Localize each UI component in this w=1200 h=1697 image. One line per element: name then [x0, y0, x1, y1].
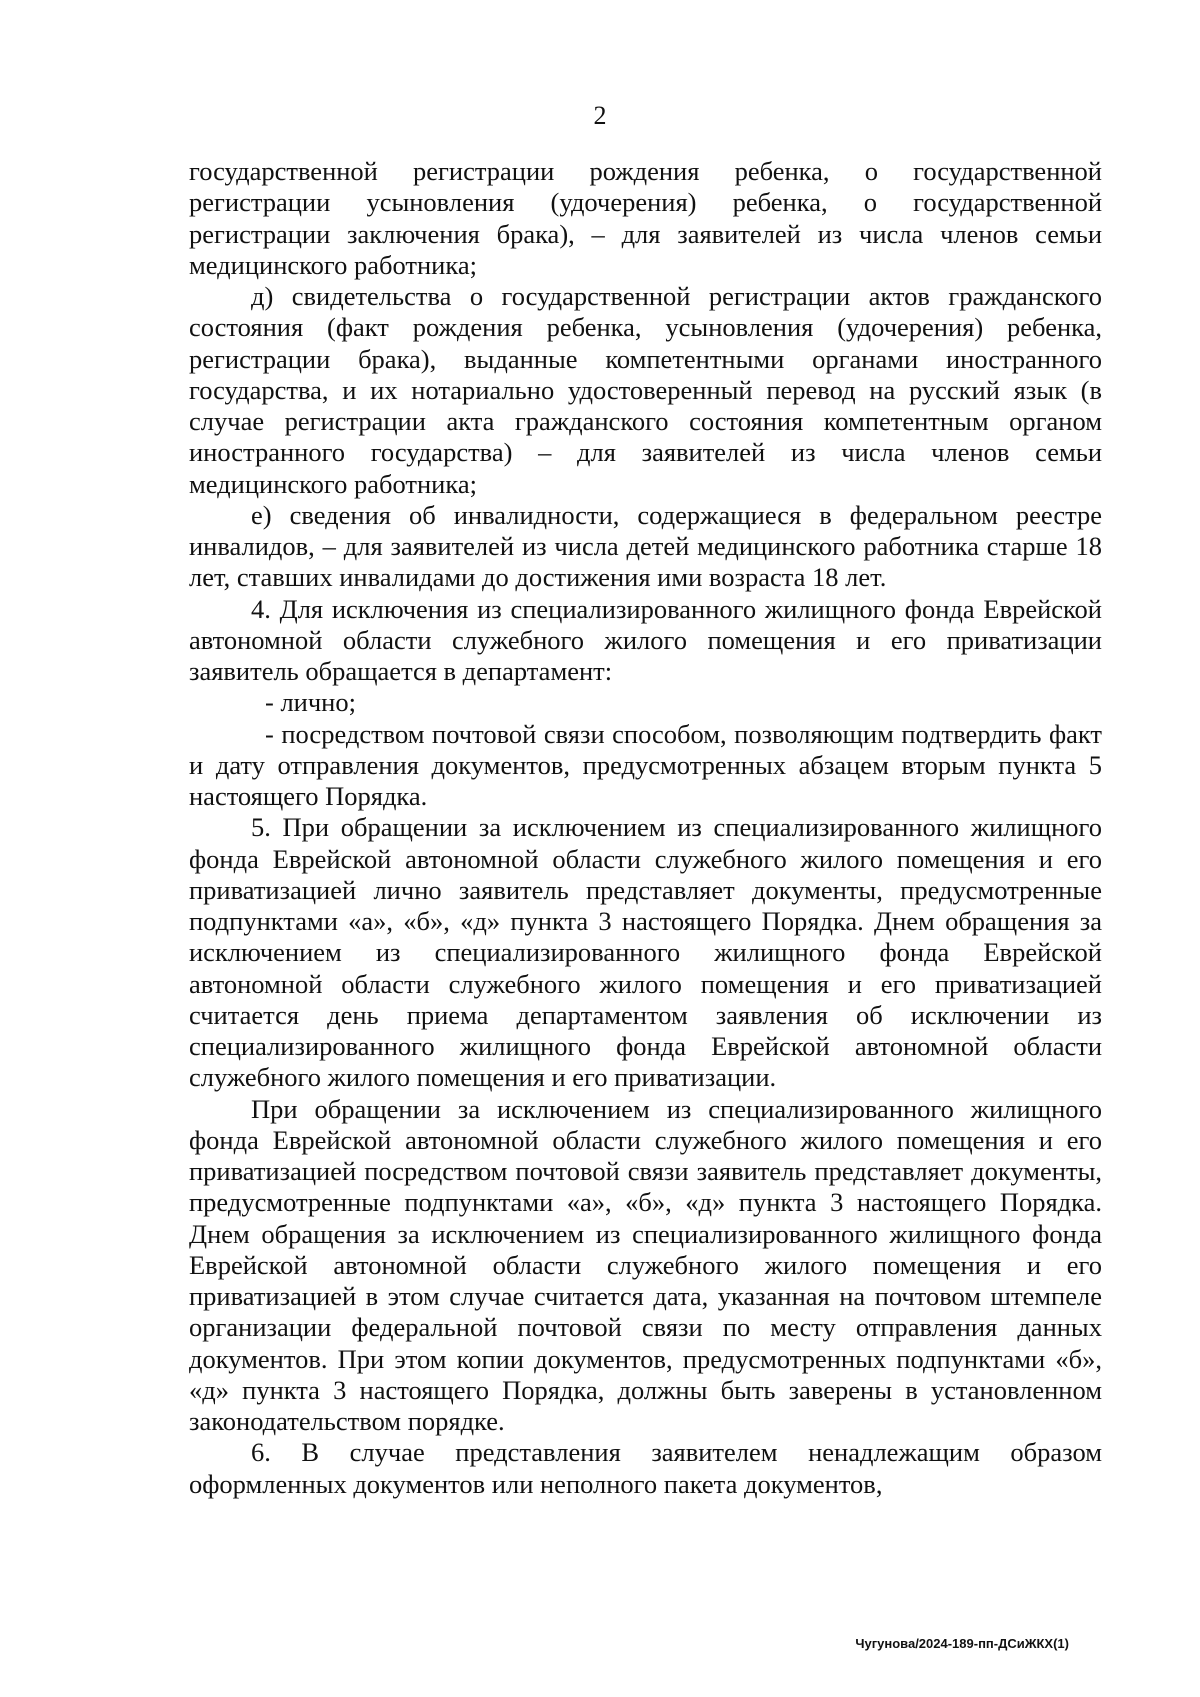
paragraph-item-d: д) свидетельства о государственной регистрации актов гражданского состояния (факт рождения ребенка, усыновления (удочерения) ребенка, регистрации брака), выданные компетентными органами иностранного государства, и их нотариально удостоверенный перевод на русский язык (в случае регистрации акта гражданского состояния компетентным органом иностранного государства) – для заявителей из числа членов семьи медицинского работника; [189, 281, 1102, 499]
page-number: 2 [593, 101, 607, 130]
paragraph-clause-5-postal: При обращении за исключением из специализированного жилищного фонда Еврейской автономной области служебного жилого помещения и его приватизацией посредством почтовой связи заявитель представляет документы, предусмотренные подпунктами «а», «б», «д» пункта 3 настоящего Порядка. Днем обращения за исключением из специализированного жилищного фонда Еврейской автономной области служебного жилого помещения и его приватизацией в этом случае считается дата, указанная на почтовом штемпеле организации федеральной почтовой связи по месту отправления данных документов. При этом копии документов, предусмотренных подпунктами «б», «д» пункта 3 настоящего Порядка, должны быть заверены в установленном законодательством порядке. [189, 1093, 1102, 1436]
list-item-in-person: - лично; [265, 687, 356, 718]
paragraph-clause-4: 4. Для исключения из специализированного жилищного фонда Еврейской автономной области служебного жилого помещения и его приватизации заявитель обращается в департамент: [189, 593, 1102, 686]
paragraph-continuation: государственной регистрации рождения ребенка, о государственной регистрации усыновления (удочерения) ребенка, о государственной регистрации заключения брака), – для заявителей из числа членов семьи медицинского работника; [189, 156, 1102, 280]
paragraph-item-e: е) сведения об инвалидности, содержащиеся в федеральном реестре инвалидов, – для заявителей из числа детей медицинского работника старше 18 лет, ставших инвалидами до достижения ими возраста 18 лет. [189, 499, 1102, 593]
paragraph-clause-6: 6. В случае представления заявителем ненадлежащим образом оформленных документов или неполного пакета документов, [189, 1437, 1102, 1499]
document-body [189, 156, 1102, 1500]
list-item-by-post: - посредством почтовой связи способом, позволяющим подтвердить факт и дату отправления документов, предусмотренных абзацем вторым пункта 5 настоящего Порядка. [189, 718, 1102, 811]
document-identifier: Чугунова/2024-189-пп-ДСиЖКХ(1) [855, 1636, 1069, 1651]
paragraph-clause-5: 5. При обращении за исключением из специализированного жилищного фонда Еврейской автономной области служебного жилого помещения и его приватизацией лично заявитель представляет документы, предусмотренные подпунктами «а», «б», «д» пункта 3 настоящего Порядка. Днем обращения за исключением из специализированного жилищного фонда Еврейской автономной области служебного жилого помещения и его приватизацией считается день приема департаментом заявления об исключении из специализированного жилищного фонда Еврейской автономной области служебного жилого помещения и его приватизации. [189, 812, 1102, 1093]
